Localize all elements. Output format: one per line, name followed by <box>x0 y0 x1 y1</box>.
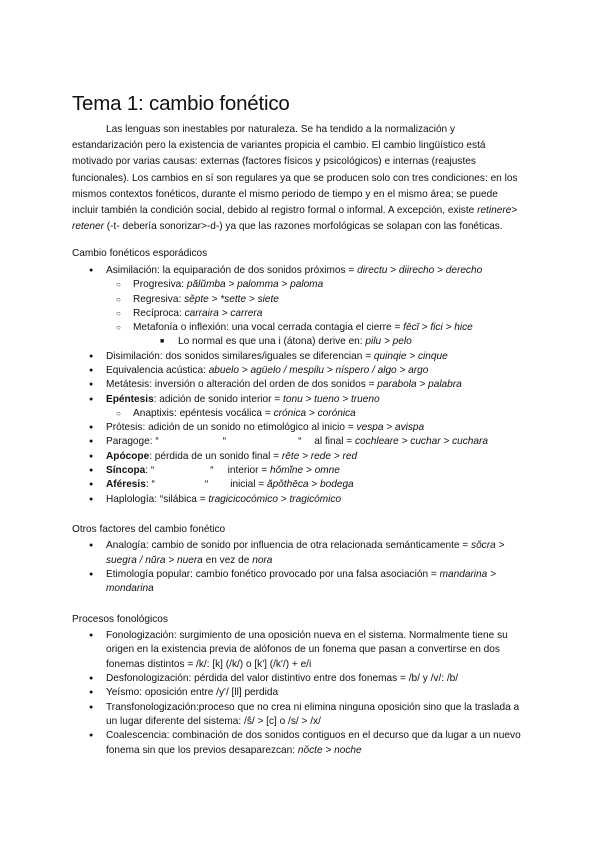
list-item-anaptixis <box>72 407 524 421</box>
text-run: Asimilación: la equiparación de dos sonidos próximos = <box>106 264 358 276</box>
text-run: al final = <box>311 436 355 448</box>
metafonia-subitems <box>72 335 524 349</box>
text-run: Metafonía o inflexión: una vocal cerrada contagia el cierre = <box>133 322 404 334</box>
text-run: “ <box>204 479 209 491</box>
example-text: rēte > rede > red <box>281 450 358 462</box>
list-item-asimilacion <box>72 264 524 278</box>
text-run: Recíproca: <box>133 307 185 319</box>
example-text: quinqie > cinque <box>373 350 448 362</box>
text-run: Progresiva: <box>133 279 187 291</box>
example-text: retinere> retener <box>72 205 518 233</box>
esporadicos-list-b <box>72 421 524 507</box>
sublist-item <box>72 293 524 307</box>
list-item <box>72 464 524 478</box>
list-item <box>72 672 524 686</box>
page-title: Tema 1: cambio fonético <box>72 92 290 115</box>
list-item <box>72 493 524 507</box>
text-run: Analogía: cambio de sonido por influencia de otra relacionada semánticamente = <box>106 540 472 552</box>
list-item <box>72 539 524 568</box>
example-text: sŏcra > suegra / nŭra > nuera <box>106 540 505 566</box>
text-run: inicial = <box>230 479 267 491</box>
example-text: vespa > avispa <box>356 422 425 434</box>
example-text: parabola > palabra <box>377 379 462 391</box>
list-item <box>72 435 524 449</box>
term-label: Síncopa <box>106 465 146 477</box>
example-text: tonu > tueno > trueno <box>283 393 380 405</box>
list-item <box>72 393 524 407</box>
example-text: carraira > carrera <box>184 307 263 319</box>
term-label: Aféresis <box>106 479 146 491</box>
esporadicos-list <box>72 264 524 350</box>
example-text: pilu > pelo <box>365 336 412 348</box>
text-run: Disimilación: dos sonidos similares/iguales se diferencian = <box>106 350 374 362</box>
example-text: crónica > corónica <box>273 407 356 419</box>
text-run: : “ <box>145 479 155 491</box>
text-run: Transfonologización:proceso que no crea ni elimina ninguna oposición sino que la traslada a un lugar diferente del sistema: /ŝ/ > [c] o /s/ > /x/ <box>106 701 520 727</box>
text-run: “ <box>298 436 302 448</box>
text-run: Fonologización: surgimiento de una oposición nueva en el sistema. Normalmente tiene su origen en la existencia previa de alófonos de un fonema que pasan a convertirse en dos fonemas distintos = /k/: [k] (/k/) o [k'] (/k'/) + e/i <box>106 630 508 670</box>
text-run: Desfonologización: pérdida del valor distintivo entre dos fonemas = /b/ y /v/: /b/ <box>106 673 459 685</box>
text-run: Etimología popular: cambio fonético provocado por una falsa asociación = <box>106 569 440 581</box>
text-run: Metátesis: inversión o alteración del orden de dos sonidos = <box>106 379 378 391</box>
term-label: Apócope <box>106 450 150 462</box>
asimilacion-sublist <box>72 278 524 335</box>
example-text: hŏmĭne > omne <box>269 465 340 477</box>
text-run: Prótesis: adición de un sonido no etimológico al inicio = <box>106 422 357 434</box>
text-run: : pérdida de un sonido final = <box>149 450 282 462</box>
example-text: directu > diirecho > derecho <box>357 264 483 276</box>
list-item <box>72 701 524 730</box>
section-heading-procesos: Procesos fonológicos <box>72 613 168 625</box>
sublist-item <box>72 278 524 292</box>
list-item <box>72 686 524 700</box>
text-run: : “ <box>145 465 155 477</box>
epentesis-sublist <box>72 407 524 421</box>
list-item <box>72 729 524 758</box>
list-item <box>72 364 524 378</box>
asimilacion-subitems <box>72 278 524 335</box>
example-text: nora <box>252 554 273 566</box>
example-text: tragicicocómico > tragicómico <box>208 493 342 505</box>
example-text: nŏcte > noche <box>297 744 362 756</box>
term-label: Epéntesis <box>106 393 154 405</box>
section-heading-esporadicos: Cambio fonéticos esporádicos <box>72 248 208 260</box>
list-item <box>72 421 524 435</box>
list-item <box>72 378 524 392</box>
list-item <box>72 568 524 597</box>
text-run: “ <box>222 436 227 448</box>
text-run: Paragoge: “ <box>106 436 159 448</box>
esporadicos-list-a <box>72 350 524 407</box>
text-run: Coalescencia: combinación de dos sonidos contiguos en el decurso que da lugar a un nuevo fonema sin que los previos desaparezcan: <box>106 730 521 756</box>
example-text: sĕpte > *sette > siete <box>184 293 279 305</box>
example-text: ăpŏthēca > bodega <box>266 479 354 491</box>
example-text: fēcī > fici > hice <box>403 322 473 334</box>
text-run: (-t- debería sonorizar>-d-) ya que las razones morfológicas se solapan con las fonéticas. <box>103 221 503 233</box>
text-run: Lo normal es que una i (átona) derive en: <box>178 336 366 348</box>
text-run: “ <box>210 465 214 477</box>
example-text: cochleare > cuchar > cuchara <box>355 436 488 448</box>
example-text: pălŭmba > palomma > paloma <box>186 279 324 291</box>
list-item-metafonia-note <box>72 335 524 349</box>
list-item <box>72 629 524 672</box>
example-text: mandarina > mondarina <box>106 569 496 595</box>
sublist-item <box>72 321 524 335</box>
sublist-item <box>72 307 524 321</box>
example-text: abuelo > agüelo / mespilu > níspero / algo > argo <box>208 365 429 376</box>
text-run: Anaptixis: epéntesis vocálica = <box>133 407 274 419</box>
text-run: Equivalencia acústica: <box>106 365 209 376</box>
text-run: Regresiva: <box>133 293 185 305</box>
text-run: Yeísmo: oposición entre /y'/ [ll] perdida <box>106 687 279 699</box>
list-item <box>72 478 524 492</box>
list-item <box>72 350 524 364</box>
otros-list <box>72 539 524 596</box>
text-run: Las lenguas son inestables por naturaleza. Se ha tendido a la normalización y estandarización pero la existencia de variantes propicia el cambio. El cambio lingüístico está motivado por varias causas: externas (factores físicos y psicológicos) e internas (reajustes funcionales). Los cambios en sí son regulares ya que se producen solo con tres condiciones: en los mismos contextos fonéticos, durante el mismo periodo de tiempo y en el mismo área; se puede incluir también la condición social, debido al registro formal o informal. A excepción, existe <box>72 124 518 217</box>
metafonia-sublist <box>72 335 524 349</box>
text-run: en vez de <box>202 554 253 566</box>
text-run: interior = <box>227 465 270 477</box>
list-item <box>72 450 524 464</box>
text-run: : adición de sonido interior = <box>153 393 284 405</box>
document-page <box>72 92 524 758</box>
section-heading-otros: Otros factores del cambio fonético <box>72 523 226 535</box>
text-run: Haplología: “silábica = <box>106 493 209 505</box>
procesos-list <box>72 629 524 758</box>
intro-paragraph <box>72 122 524 235</box>
